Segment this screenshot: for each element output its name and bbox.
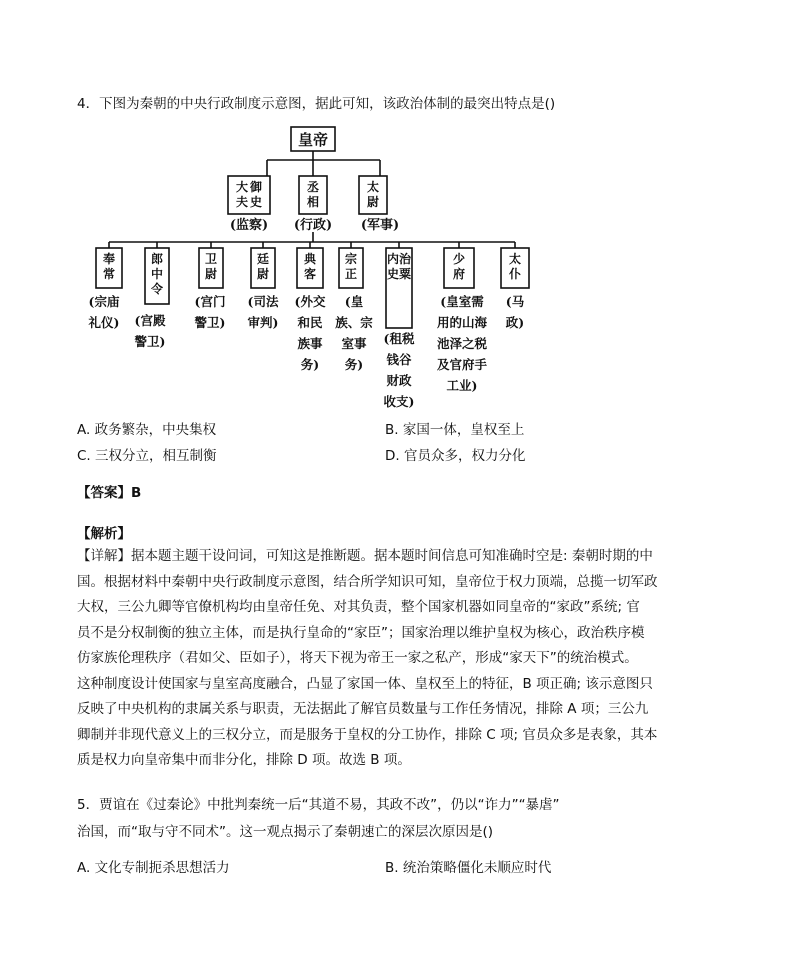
- qing-name: 少府: [452, 252, 466, 281]
- gong-name: 丞相: [306, 180, 320, 209]
- explanation-line: 仿家族伦理秩序（君如父、臣如子），将天下视为帝王一家之私产，形成“家天下”的统治模式。: [77, 650, 638, 666]
- q5-option-a[interactable]: A. 文化专制扼杀思想活力: [77, 860, 230, 876]
- qing-name: 典客: [303, 252, 317, 281]
- explanation-line: 质是权力向皇帝集中而非分化，排除 D 项。故选 B 项。: [77, 752, 411, 768]
- qing-duty: (皇室需用的山海池泽之税及官府手工业): [436, 294, 488, 393]
- q4-option-a[interactable]: A. 政务繁杂，中央集权: [77, 422, 217, 438]
- qing-duty: (马政): [505, 294, 525, 330]
- qing-name: 太仆: [508, 252, 522, 281]
- qing-duty: (皇族、宗室事务): [335, 294, 373, 372]
- explanation-line: 卿制并非现代意义上的三权分立，而是服务于皇权的分工协作，排除 C 项; 官员众多是表象，其本: [77, 726, 658, 743]
- explanation-line: 大权，三公九卿等官僚机构均由皇帝任免、对其负责，整个国家机器如同皇帝的“家政”系统; 官: [77, 599, 640, 615]
- question-5-stem-line2: 治国，而“取与守不同术”。这一观点揭示了秦朝速亡的深层次原因是(): [77, 824, 494, 840]
- q4-option-c[interactable]: C. 三权分立，相互制衡: [77, 448, 217, 464]
- gong-name: 御史大夫: [235, 180, 263, 209]
- q4-option-b[interactable]: B. 家国一体，皇权至上: [385, 422, 525, 438]
- explanation-line: 员不是分权制衡的独立主体，而是执行皇命的“家臣”；国家治理以维护皇权为核心，政治秩序模: [77, 624, 645, 641]
- gong-role: (监察): [229, 218, 269, 233]
- explanation-line: 【详解】据本题主题干设问词，可知这是推断题。据本题时间信息可知准确时空是: 秦朝时期的中: [77, 548, 653, 564]
- qing-name: 治粟内史: [386, 252, 412, 281]
- answer-label: 【答案】B: [77, 485, 142, 501]
- qing-name: 奉常: [102, 252, 116, 281]
- gong-role: (行政): [293, 218, 333, 233]
- q4-option-d[interactable]: D. 官员众多，权力分化: [385, 448, 526, 464]
- qing-duty: (宫门警卫): [194, 294, 226, 330]
- qing-name: 宗正: [344, 252, 358, 281]
- qing-duty: (租税钱谷财政收支): [383, 331, 415, 409]
- qing-duty: (外交和民族事务): [294, 294, 326, 372]
- question-4-stem: 4．下图为秦朝的中央行政制度示意图，据此可知，该政治体制的最突出特点是(): [77, 96, 556, 112]
- emperor-label: 皇帝: [297, 131, 329, 149]
- analysis-heading: 【解析】: [77, 526, 131, 542]
- explanation-line: 反映了中央机构的隶属关系与职责，无法据此了解官员数量与工作任务情况，排除 A 项；三公九: [77, 701, 649, 717]
- explanation-block: [77, 544, 717, 774]
- explanation-line: 这种制度设计使国家与皇室高度融合，凸显了家国一体、皇权至上的特征，B 项正确; 该示意图只: [77, 675, 653, 692]
- qing-duty: (宫殿警卫): [134, 313, 166, 349]
- question-5-stem-line1: 5．贾谊在《过秦论》中批判秦统一后“其道不易，其政不改”，仍以“诈力”“暴虐”: [77, 797, 560, 813]
- qin-central-government-diagram: [70, 120, 550, 415]
- qing-name: 廷尉: [256, 252, 270, 281]
- gong-name: 太尉: [366, 180, 380, 209]
- gong-role: (军事): [360, 218, 400, 233]
- qing-name: 郎中令: [150, 252, 164, 296]
- qing-name: 卫尉: [204, 252, 218, 281]
- explanation-line: 国。根据材料中秦朝中央行政制度示意图，结合所学知识可知，皇帝位于权力顶端，总揽一切军政: [77, 573, 658, 590]
- q5-option-b[interactable]: B. 统治策略僵化未顺应时代: [385, 860, 552, 876]
- qing-duty: (司法审判): [247, 294, 279, 330]
- qing-duty: (宗庙礼仪): [88, 294, 120, 330]
